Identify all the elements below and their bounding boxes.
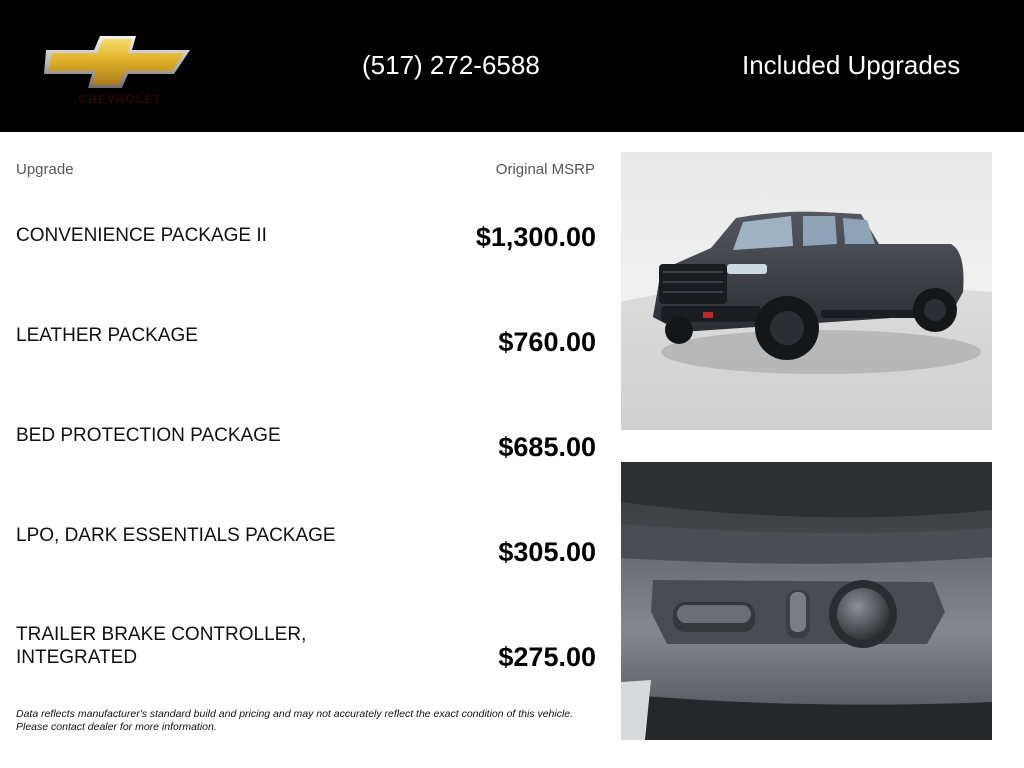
- truck-photo[interactable]: [621, 152, 992, 430]
- truck-image: [621, 152, 992, 430]
- upgrade-name: LEATHER PACKAGE: [16, 325, 198, 346]
- header-bar: [0, 0, 1024, 132]
- page-title: Included Upgrades: [742, 50, 961, 80]
- seat-controls-photo[interactable]: [621, 462, 992, 740]
- upgrade-name: CONVENIENCE PACKAGE II: [16, 225, 267, 246]
- upgrade-name: BED PROTECTION PACKAGE: [16, 425, 281, 446]
- upgrade-price: $305.00: [498, 537, 596, 567]
- seat-image: [621, 462, 992, 740]
- brand-wordmark: CHEVROLET: [78, 92, 162, 106]
- column-header-upgrade: Upgrade: [16, 161, 74, 178]
- bowtie-icon: [44, 34, 192, 90]
- upgrade-name: LPO, DARK ESSENTIALS PACKAGE: [16, 525, 336, 546]
- upgrade-price: $760.00: [498, 327, 596, 357]
- upgrade-price: $1,300.00: [475, 222, 596, 252]
- upgrade-price: $685.00: [498, 432, 596, 462]
- column-header-msrp: Original MSRP: [495, 161, 595, 178]
- disclaimer-text: Data reflects manufacturer's standard build and pricing and may not accurately reflect the exact condition of this vehicle. Please contact dealer for more information.: [16, 708, 574, 733]
- upgrade-name: TRAILER BRAKE CONTROLLER, INTEGRATED: [16, 624, 307, 668]
- dealer-phone-number[interactable]: (517) 272-6588: [362, 50, 540, 80]
- upgrade-price: $275.00: [498, 642, 596, 672]
- chevrolet-logo: [44, 34, 192, 110]
